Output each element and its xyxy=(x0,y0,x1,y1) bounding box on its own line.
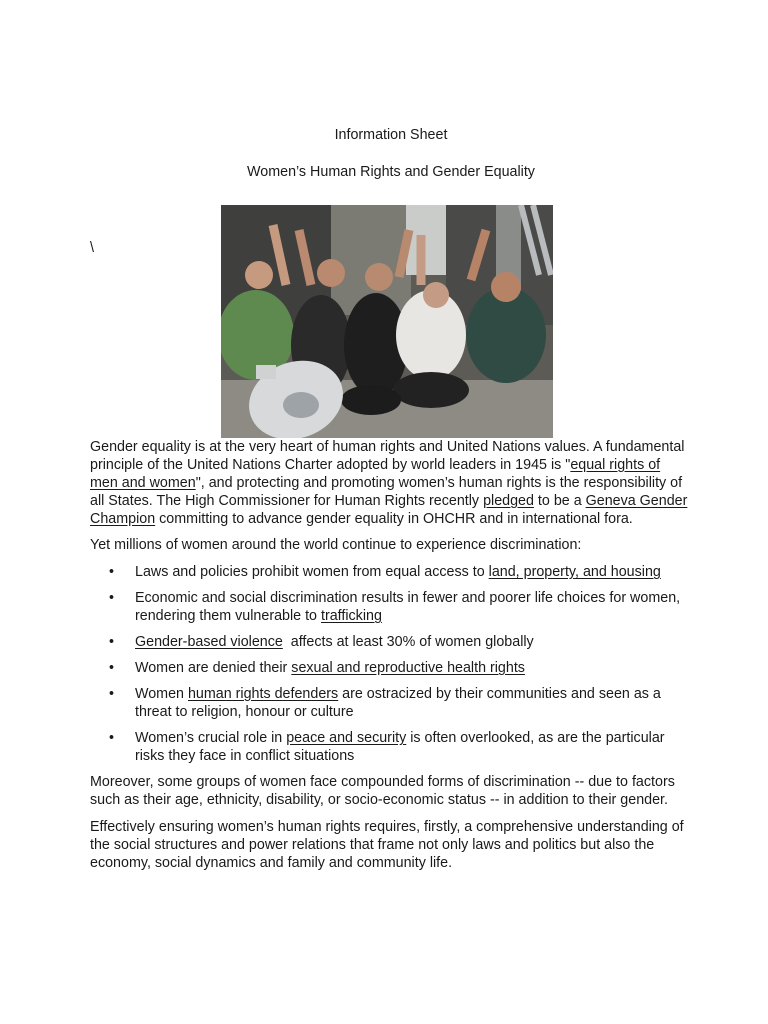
link-trafficking[interactable]: trafficking xyxy=(320,608,382,624)
document-title: Information Sheet xyxy=(334,127,448,143)
text-span: ", and protecting and promoting women’s human rights is the responsibility of all States. The High Commissioner for Human Rights recently xyxy=(90,475,683,509)
text-span: affects at least 30% of women globally xyxy=(282,634,534,650)
link-peace-and-security[interactable]: peace and security xyxy=(286,730,407,746)
ensuring-rights-paragraph: Effectively ensuring women’s human rights requires, firstly, a comprehensive understanding of the social structures and power relations that frame not only laws and politics but also the economy, social dynamics and family and community life. xyxy=(90,819,684,871)
text-span: to be a xyxy=(533,493,586,509)
link-gender-based-violence[interactable]: Gender-based violence xyxy=(135,634,283,650)
compounded-discrimination-paragraph: Moreover, some groups of women face compounded forms of discrimination -- due to factors such as their age, ethnicity, disability, or socio-economic status -- in addition to their gender. xyxy=(90,774,675,808)
list-item xyxy=(135,563,690,581)
text-span: committing to advance gender equality in OHCHR and in international fora. xyxy=(155,511,633,527)
list-item xyxy=(135,729,690,765)
text-span: Economic and social discrimination results in fewer and poorer life choices for women, rendering them vulnerable to xyxy=(135,590,681,624)
protest-photo xyxy=(221,205,553,438)
stray-character: \ xyxy=(90,240,94,256)
link-equal-rights[interactable]: equal rights of men and women xyxy=(90,457,661,491)
link-sexual-reproductive-health-rights[interactable]: sexual and reproductive health rights xyxy=(291,660,525,676)
list-item xyxy=(135,659,690,677)
text-span: Laws and policies prohibit women from equal access to xyxy=(135,564,489,580)
link-geneva-gender-champion[interactable]: Geneva Gender Champion xyxy=(90,493,688,527)
link-pledged[interactable]: pledged xyxy=(483,493,534,509)
text-span: is often overlooked, as are the particular risks they face in conflict situations xyxy=(135,730,665,764)
text-span: are ostracized by their communities and seen as a threat to religion, honour or culture xyxy=(135,686,661,720)
intro-paragraph xyxy=(90,438,690,528)
list-item xyxy=(135,589,690,625)
text-span: Gender equality is at the very heart of human rights and United Nations values. A fundamental principle of the United Nations Charter adopted by world leaders in 1945 is " xyxy=(90,439,685,473)
list-item xyxy=(135,685,690,721)
link-land-property-housing[interactable]: land, property, and housing xyxy=(488,564,661,580)
text-span: Women are denied their xyxy=(135,660,292,676)
list-item xyxy=(135,633,690,651)
discrimination-list xyxy=(90,563,690,765)
document-body xyxy=(90,438,690,881)
discrimination-lead-paragraph: Yet millions of women around the world continue to experience discrimination: xyxy=(90,537,582,553)
text-span: Women xyxy=(135,686,188,702)
link-human-rights-defenders[interactable]: human rights defenders xyxy=(187,686,339,702)
document-subtitle: Women’s Human Rights and Gender Equality xyxy=(247,164,535,180)
text-span: Women’s crucial role in xyxy=(135,730,287,746)
